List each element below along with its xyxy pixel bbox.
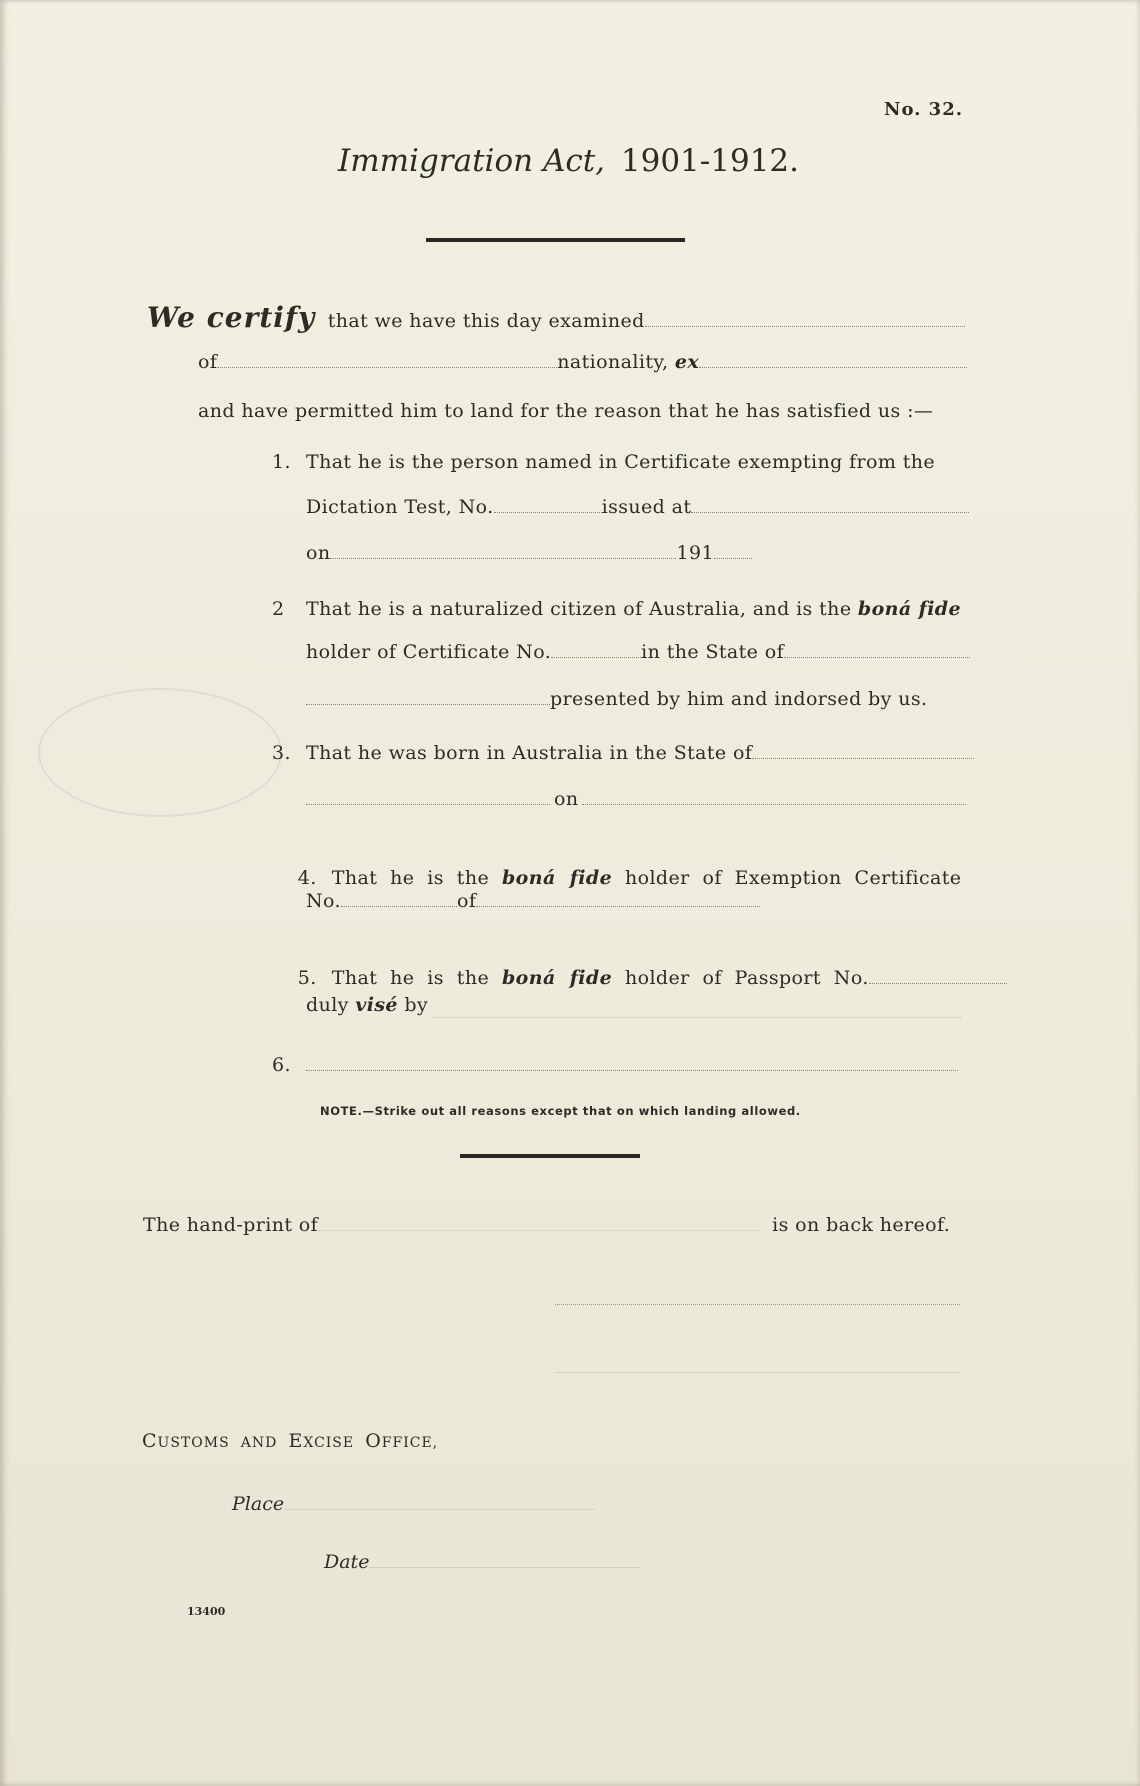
nationality-line: of nationality, ex [198,351,967,373]
certify-line: We certify that we have this day examined [147,301,965,334]
examined-field[interactable] [645,325,965,327]
reason-1-year-field[interactable] [714,557,752,559]
reason-4-line-2: No. of [306,890,760,912]
exemption-of-field[interactable] [476,905,760,907]
form-number: No. 32. [884,99,963,120]
place-line: Place [232,1493,594,1515]
ex-field[interactable] [699,366,967,368]
act-title-italic: Immigration Act, [338,143,606,179]
exemption-no-field[interactable] [341,905,457,907]
reason-1-date-field[interactable] [330,557,676,559]
passport-no-field[interactable] [869,982,1007,984]
reason-2-line-3: presented by him and indorsed by us. [306,688,927,710]
dictation-test-no-field[interactable] [494,511,602,513]
issued-at-field[interactable] [691,511,969,513]
handprint-line: The hand-print of is on back hereof. [143,1214,951,1236]
reason-6-line: 6. [272,1054,958,1076]
reason-6-field[interactable] [306,1069,958,1071]
signature-line-1 [555,1304,960,1305]
state-of-field[interactable] [784,656,970,658]
born-place-field[interactable] [306,803,550,805]
permitted-line: and have permitted him to land for the reason that he has satisfied us :— [198,400,934,422]
note: NOTE.—Strike out all reasons except that on which landing allowed. [320,1104,801,1118]
faded-stamp [38,688,282,817]
act-years: 1901-1912. [620,143,799,179]
office-heading: CUSTOMS AND EXCISE OFFICE, [142,1430,439,1452]
reason-4-line-1: 4. That he is the boná fide holder of Exemption Certificate [297,867,962,889]
reason-1-line-3: on 191 [306,542,752,564]
note-rule [460,1154,640,1158]
of-field[interactable] [217,366,557,368]
date-field[interactable] [369,1566,639,1568]
reason-5-line-1: 5. That he is the boná fide holder of Passport No. [272,945,1007,1011]
reason-2-line-1: 2 That he is a naturalized citizen of Australia, and is the boná fide [272,598,961,620]
reason-1-line-1: 1. That he is the person named in Certificate exempting from the [272,451,936,473]
title-rule [426,238,685,242]
certify-opening: We certify [147,301,316,334]
reason-3-line-1: 3. That he was born in Australia in the State of [272,742,974,764]
signature-line-2 [555,1372,960,1373]
vise-by-underline [432,1017,962,1018]
reason-2-extra-field[interactable] [306,703,550,705]
handprint-name-field[interactable] [318,1229,762,1231]
date-line: Date [324,1551,639,1573]
reason-5-line-2: duly visé by [306,994,429,1016]
reason-2-line-2: holder of Certificate No. in the State of [306,641,970,663]
born-date-field[interactable] [582,803,966,805]
act-title [338,143,799,179]
certificate-no-field[interactable] [551,656,641,658]
print-number: 13400 [187,1605,226,1618]
place-field[interactable] [284,1508,594,1510]
reason-1-line-2: Dictation Test, No. issued at [306,496,969,518]
reason-3-line-2: on [306,788,966,810]
born-state-field[interactable] [752,757,974,759]
